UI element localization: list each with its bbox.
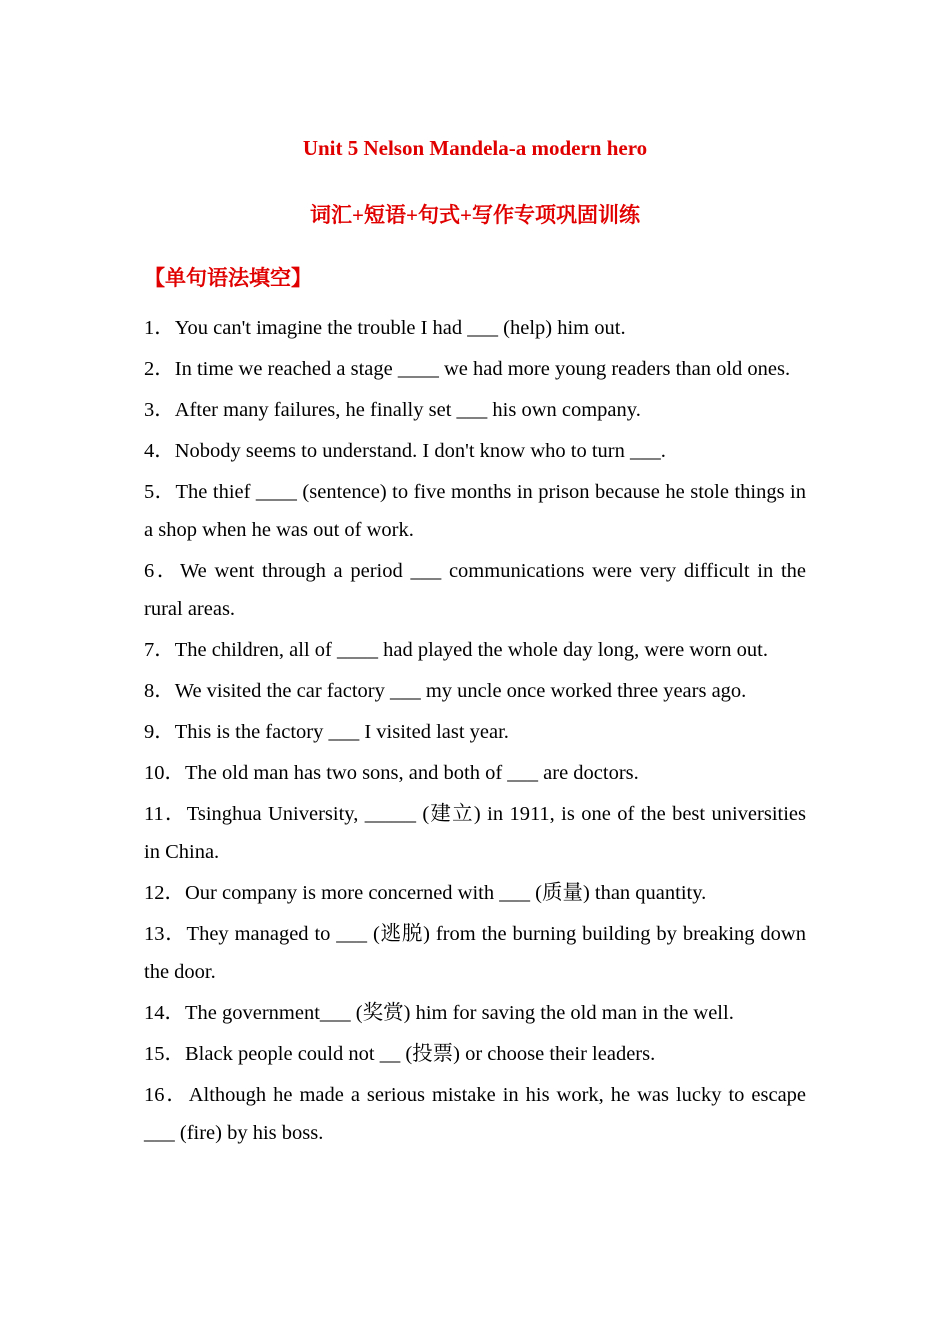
- question-text: We went through a period ___ communications were very difficult in the rural areas.: [144, 560, 806, 620]
- question-number: 11．: [144, 803, 187, 825]
- question-number: 6．: [144, 560, 180, 582]
- question-number: 16．: [144, 1084, 189, 1106]
- question-text: The old man has two sons, and both of ___ are doctors.: [185, 762, 639, 784]
- question-number: 12．: [144, 882, 185, 904]
- question-item: [144, 309, 806, 347]
- question-item: [144, 672, 806, 710]
- question-item: [144, 473, 806, 549]
- question-text: Tsinghua University, _____ (建立) in 1911, is one of the best universities in China.: [144, 803, 806, 863]
- question-item: [144, 994, 806, 1032]
- question-number: 15．: [144, 1043, 185, 1065]
- question-item: [144, 350, 806, 388]
- question-number: 9．: [144, 721, 175, 743]
- question-list: [144, 309, 806, 1155]
- question-text: Although he made a serious mistake in his work, he was lucky to escape ___ (fire) by his boss.: [144, 1084, 807, 1144]
- question-number: 8．: [144, 680, 175, 702]
- question-number: 10．: [144, 762, 185, 784]
- question-item: [144, 915, 806, 991]
- question-number: 5．: [144, 481, 176, 503]
- question-item: [144, 713, 806, 751]
- question-text: You can't imagine the trouble I had ___ (help) him out.: [174, 317, 626, 339]
- question-number: 13．: [144, 923, 187, 945]
- question-item: [144, 631, 806, 669]
- question-text: The thief ____ (sentence) to five months in prison because he stole things in a shop when he was out of work.: [144, 481, 807, 541]
- question-text: In time we reached a stage ____ we had more young readers than old ones.: [174, 358, 791, 380]
- question-item: [144, 754, 806, 792]
- question-text: The children, all of ____ had played the whole day long, were worn out.: [174, 639, 768, 661]
- question-text: We visited the car factory ___ my uncle once worked three years ago.: [174, 680, 747, 702]
- question-text: This is the factory ___ I visited last year.: [174, 721, 509, 743]
- question-text: After many failures, he finally set ___ his own company.: [174, 399, 641, 421]
- question-item: [144, 432, 806, 470]
- question-text: Black people could not __ (投票) or choose their leaders.: [185, 1043, 656, 1065]
- question-number: 3．: [144, 399, 175, 421]
- question-text: They managed to ___ (逃脱) from the burning building by breaking down the door.: [144, 923, 806, 983]
- question-text: The government___ (奖赏) him for saving the old man in the well.: [185, 1002, 734, 1024]
- question-number: 14．: [144, 1002, 185, 1024]
- question-text: Nobody seems to understand. I don't know who to turn ___.: [174, 440, 666, 462]
- question-text: Our company is more concerned with ___ (质量) than quantity.: [185, 882, 707, 904]
- document-subtitle: 词汇+短语+句式+写作专项巩固训练: [310, 203, 640, 227]
- section-heading: 【单句语法填空】: [144, 266, 312, 290]
- question-number: 1．: [144, 317, 175, 339]
- question-item: [144, 795, 806, 871]
- question-item: [144, 1076, 806, 1152]
- question-number: 2．: [144, 358, 175, 380]
- question-item: [144, 874, 806, 912]
- document-title: Unit 5 Nelson Mandela-a modern hero: [302, 136, 648, 160]
- question-item: [144, 552, 806, 628]
- question-number: 4．: [144, 440, 175, 462]
- question-item: [144, 391, 806, 429]
- question-number: 7．: [144, 639, 175, 661]
- question-item: [144, 1035, 806, 1073]
